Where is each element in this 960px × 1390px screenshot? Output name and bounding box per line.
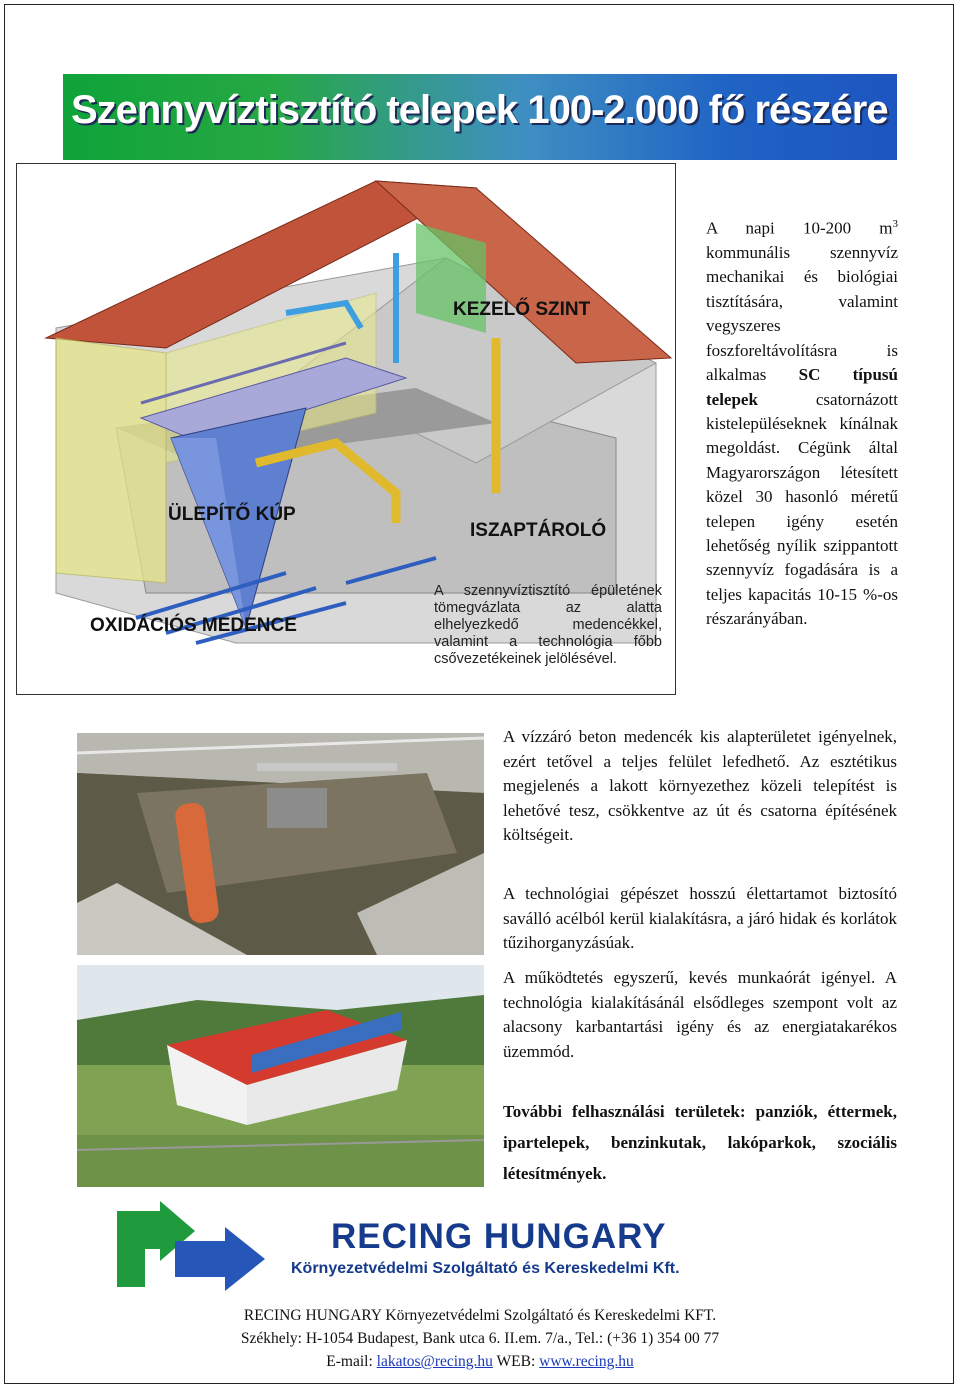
intro-sup: 3 — [892, 218, 898, 230]
paragraph-other-uses: További felhasználási területek: panziók, éttermek, ipartelepek, benzinkutak, lakóparkok, szociális létesítmények. — [503, 1102, 897, 1183]
intro-part2: kommunális szennyvíz mechanikai és biológiai tisztítására, valamint vegyszeres foszforeltávolításra is alkalmas — [706, 243, 898, 385]
label-kezelo-szint: KEZELŐ SZINT — [453, 299, 591, 320]
footer-company: RECING HUNGARY Környezetvédelmi Szolgáltató és Kereskedelmi KFT. — [243, 1307, 717, 1324]
diagram-caption: A szennyvíztisztító épületének tömegvázlata az alatta elhelyezkedő medencékkel, valamint a technológia főbb csővezetékeinek jelölésével. — [434, 583, 662, 667]
paragraph-basins: A vízzáró beton medencék kis alapterületet igényelnek, ezért tetővel a teljes felület lefedhető. Az esztétikus megjelenés a lakott környezethez közeli telepítést is lehetővé tesz, csökkentve az út és csatorna építésének költségeit. — [503, 727, 897, 844]
label-iszaptarolo: ISZAPTÁROLÓ — [470, 520, 607, 541]
footer-contact — [0, 1353, 960, 1371]
paragraph-operation: A működtetés egyszerű, kevés munkaórát igényel. A technológia kialakításánál elsődleges szempont volt az alacsony karbantartási igény és az energiatakarékos üzemmód. — [503, 968, 897, 1061]
label-ulepito-kup: ÜLEPÍTŐ KÚP — [168, 504, 296, 525]
footer-web-label: WEB: — [492, 1353, 540, 1370]
footer-email-label: E-mail: — [326, 1353, 377, 1370]
basin-photo — [77, 733, 484, 955]
intro-part3: csatornázott kistelepüléseknek kínálnak megoldást. Cégünk által Magyarországon létesített közel 30 hasonló méretű telepen igény esetén lehetőség nyílik szippantott szennyvíz fogadására is a teljes kapacitás 10-15 %-os részarányában. — [706, 389, 898, 629]
building-photo — [77, 965, 484, 1187]
logo-company-name: RECING HUNGARY — [331, 1217, 667, 1256]
email-link[interactable]: lakatos@recing.hu — [376, 1353, 493, 1370]
logo-arrows-icon — [105, 1201, 275, 1297]
paragraph-machinery: A technológiai gépészet hosszú élettartamot biztosító saválló acélból kerül kialakításra, a járó hidak és korlátok tűzihorganyzásúak. — [503, 884, 897, 952]
label-oxidacios-medence: OXIDÁCIÓS MEDENCE — [90, 615, 297, 636]
page-title: Szennyvíztisztító telepek 100-2.000 fő részére — [71, 88, 888, 132]
intro-text — [706, 212, 898, 632]
logo-subtitle: Környezetvédelmi Szolgáltató és Kereskedelmi Kft. — [291, 1260, 680, 1277]
intro-part1: A napi 10-200 m — [706, 218, 893, 238]
intro-bold: SC típusú telepek — [706, 365, 898, 409]
title-banner — [63, 74, 897, 160]
website-link[interactable]: www.recing.hu — [539, 1353, 634, 1370]
footer-address: Székhely: H-1054 Budapest, Bank utca 6. II.em. 7/a., Tel.: (+36 1) 354 00 77 — [240, 1330, 720, 1347]
company-logo — [105, 1201, 895, 1297]
